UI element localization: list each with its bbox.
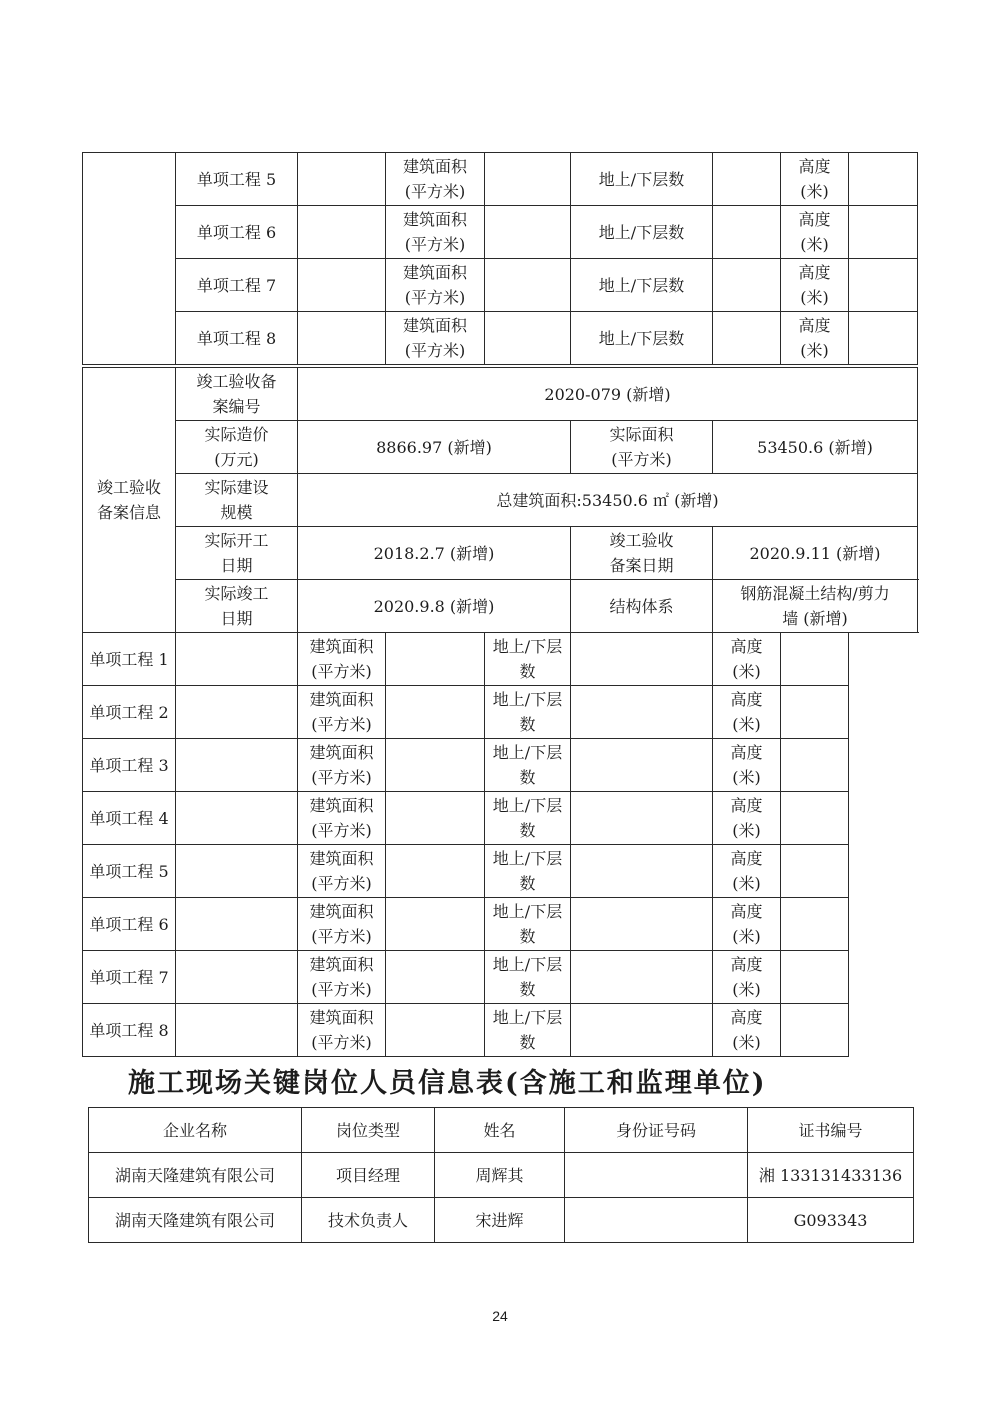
area-value <box>386 686 485 739</box>
height-value <box>849 259 918 312</box>
area-value <box>386 898 485 951</box>
table-row <box>83 686 918 739</box>
item-name: 单项工程 5 <box>83 845 176 898</box>
table-row <box>83 153 918 206</box>
height-label: 高度 (米) <box>781 153 849 206</box>
table-row <box>83 1004 918 1057</box>
floors-label: 地上/下层数 <box>485 739 571 792</box>
floors-value <box>713 259 781 312</box>
completion-filing-table <box>82 367 918 1057</box>
personnel-cell: 湖南天隆建筑有限公司 <box>89 1198 302 1243</box>
height-label: 高度 (米) <box>781 312 849 365</box>
height-value <box>849 153 918 206</box>
personnel-cell: G093343 <box>748 1198 914 1243</box>
height-value <box>781 792 849 845</box>
floors-value <box>713 206 781 259</box>
floors-label: 地上/下层数 <box>485 845 571 898</box>
area-label: 建筑面积 (平方米) <box>386 312 485 365</box>
floors-value <box>571 845 713 898</box>
actual-scale-value: 总建筑面积:53450.6 ㎡ (新增) <box>298 474 918 527</box>
section-label: 竣工验收 备案信息 <box>96 478 161 522</box>
personnel-cell: 技术负责人 <box>302 1198 435 1243</box>
actual-cost-value: 8866.97 (新增) <box>298 421 571 474</box>
area-value <box>485 206 571 259</box>
floors-value <box>571 951 713 1004</box>
column-header: 证书编号 <box>748 1108 914 1153</box>
table-row <box>83 259 918 312</box>
item-name: 单项工程 8 <box>83 1004 176 1057</box>
structure-value: 钢筋混凝土结构/剪力 墙 (新增) <box>713 580 918 633</box>
table-row <box>89 1153 914 1198</box>
item-blank-1 <box>176 898 298 951</box>
floors-value <box>571 792 713 845</box>
area-label: 建筑面积 (平方米) <box>298 792 386 845</box>
height-label: 高度 (米) <box>713 845 781 898</box>
floors-label: 地上/下层数 <box>571 206 713 259</box>
item-name: 单项工程 7 <box>83 951 176 1004</box>
area-value <box>386 845 485 898</box>
area-value <box>386 739 485 792</box>
item-name: 单项工程 2 <box>83 686 176 739</box>
area-value <box>386 951 485 1004</box>
table-row <box>83 792 918 845</box>
area-value <box>485 153 571 206</box>
personnel-cell: 周辉其 <box>435 1153 565 1198</box>
item-name: 单项工程 6 <box>176 206 298 259</box>
filing-date-label: 竣工验收 备案日期 <box>571 527 713 580</box>
area-label: 建筑面积 (平方米) <box>298 898 386 951</box>
table-row <box>83 580 918 633</box>
table-row <box>83 312 918 365</box>
floors-value <box>571 686 713 739</box>
floors-value <box>571 1004 713 1057</box>
height-value <box>849 206 918 259</box>
actual-cost-label: 实际造价 (万元) <box>176 421 298 474</box>
floors-label: 地上/下层数 <box>485 951 571 1004</box>
personnel-table <box>88 1107 914 1243</box>
start-date-label: 实际开工 日期 <box>176 527 298 580</box>
structure-label: 结构体系 <box>571 580 713 633</box>
personnel-cell: 宋进辉 <box>435 1198 565 1243</box>
area-label: 建筑面积 (平方米) <box>298 1004 386 1057</box>
item-blank-1 <box>298 206 386 259</box>
height-label: 高度 (米) <box>713 951 781 1004</box>
height-label: 高度 (米) <box>781 206 849 259</box>
floors-label: 地上/下层数 <box>571 312 713 365</box>
continued-section-cell <box>83 153 176 365</box>
floors-label: 地上/下层数 <box>485 633 571 686</box>
area-label: 建筑面积 (平方米) <box>298 633 386 686</box>
item-blank-1 <box>298 153 386 206</box>
area-label: 建筑面积 (平方米) <box>298 845 386 898</box>
item-name: 单项工程 8 <box>176 312 298 365</box>
page-title: 施工现场关键岗位人员信息表(含施工和监理单位) <box>128 1068 767 1099</box>
item-blank-1 <box>176 845 298 898</box>
table-row <box>83 633 918 686</box>
height-value <box>781 739 849 792</box>
area-value <box>386 1004 485 1057</box>
table-row <box>83 368 918 421</box>
item-name: 单项工程 5 <box>176 153 298 206</box>
floors-value <box>713 312 781 365</box>
project-items-table-top <box>82 152 918 365</box>
floors-label: 地上/下层数 <box>485 1004 571 1057</box>
actual-area-value: 53450.6 (新增) <box>713 421 918 474</box>
item-blank-1 <box>298 312 386 365</box>
section-label-cell <box>83 368 176 633</box>
actual-scale-label: 实际建设 规模 <box>176 474 298 527</box>
height-value <box>781 951 849 1004</box>
floors-label: 地上/下层数 <box>485 792 571 845</box>
item-blank-1 <box>176 633 298 686</box>
height-value <box>781 898 849 951</box>
area-label: 建筑面积 (平方米) <box>298 739 386 792</box>
item-blank-1 <box>298 259 386 312</box>
finish-date-label: 实际竣工 日期 <box>176 580 298 633</box>
area-label: 建筑面积 (平方米) <box>298 686 386 739</box>
area-value <box>485 259 571 312</box>
table-row <box>83 845 918 898</box>
column-header: 企业名称 <box>89 1108 302 1153</box>
table-row <box>83 739 918 792</box>
column-header: 姓名 <box>435 1108 565 1153</box>
height-value <box>781 633 849 686</box>
item-name: 单项工程 3 <box>83 739 176 792</box>
height-label: 高度 (米) <box>713 633 781 686</box>
page-number: 24 <box>492 1308 508 1324</box>
filing-no-label: 竣工验收备 案编号 <box>176 368 298 421</box>
area-value <box>386 633 485 686</box>
item-blank-1 <box>176 739 298 792</box>
filing-no-value: 2020-079 (新增) <box>298 368 918 421</box>
height-value <box>781 1004 849 1057</box>
personnel-cell <box>565 1153 748 1198</box>
height-label: 高度 (米) <box>713 739 781 792</box>
height-value <box>781 845 849 898</box>
area-label: 建筑面积 (平方米) <box>386 206 485 259</box>
personnel-cell: 湘 133131433136 <box>748 1153 914 1198</box>
column-header: 身份证号码 <box>565 1108 748 1153</box>
item-name: 单项工程 1 <box>83 633 176 686</box>
height-value <box>781 686 849 739</box>
personnel-cell: 项目经理 <box>302 1153 435 1198</box>
filing-date-value: 2020.9.11 (新增) <box>713 527 918 580</box>
item-name: 单项工程 7 <box>176 259 298 312</box>
floors-label: 地上/下层数 <box>571 153 713 206</box>
floors-label: 地上/下层数 <box>485 686 571 739</box>
area-label: 建筑面积 (平方米) <box>298 951 386 1004</box>
item-blank-1 <box>176 951 298 1004</box>
height-label: 高度 (米) <box>713 686 781 739</box>
table-row <box>89 1198 914 1243</box>
item-blank-1 <box>176 686 298 739</box>
item-blank-1 <box>176 1004 298 1057</box>
item-blank-1 <box>176 792 298 845</box>
start-date-value: 2018.2.7 (新增) <box>298 527 571 580</box>
column-header: 岗位类型 <box>302 1108 435 1153</box>
height-label: 高度 (米) <box>713 1004 781 1057</box>
area-label: 建筑面积 (平方米) <box>386 259 485 312</box>
floors-value <box>713 153 781 206</box>
table-row <box>83 527 918 580</box>
personnel-cell: 湖南天隆建筑有限公司 <box>89 1153 302 1198</box>
table-row <box>83 421 918 474</box>
height-label: 高度 (米) <box>713 898 781 951</box>
table-row <box>83 206 918 259</box>
actual-area-label: 实际面积 (平方米) <box>571 421 713 474</box>
table-row <box>83 898 918 951</box>
area-value <box>485 312 571 365</box>
item-name: 单项工程 6 <box>83 898 176 951</box>
table-row <box>83 474 918 527</box>
personnel-cell <box>565 1198 748 1243</box>
finish-date-value: 2020.9.8 (新增) <box>298 580 571 633</box>
floors-label: 地上/下层数 <box>485 898 571 951</box>
height-value <box>849 312 918 365</box>
item-name: 单项工程 4 <box>83 792 176 845</box>
floors-value <box>571 898 713 951</box>
floors-label: 地上/下层数 <box>571 259 713 312</box>
area-value <box>386 792 485 845</box>
table-header-row <box>89 1108 914 1153</box>
floors-value <box>571 739 713 792</box>
height-label: 高度 (米) <box>713 792 781 845</box>
table-row <box>83 951 918 1004</box>
height-label: 高度 (米) <box>781 259 849 312</box>
area-label: 建筑面积 (平方米) <box>386 153 485 206</box>
floors-value <box>571 633 713 686</box>
